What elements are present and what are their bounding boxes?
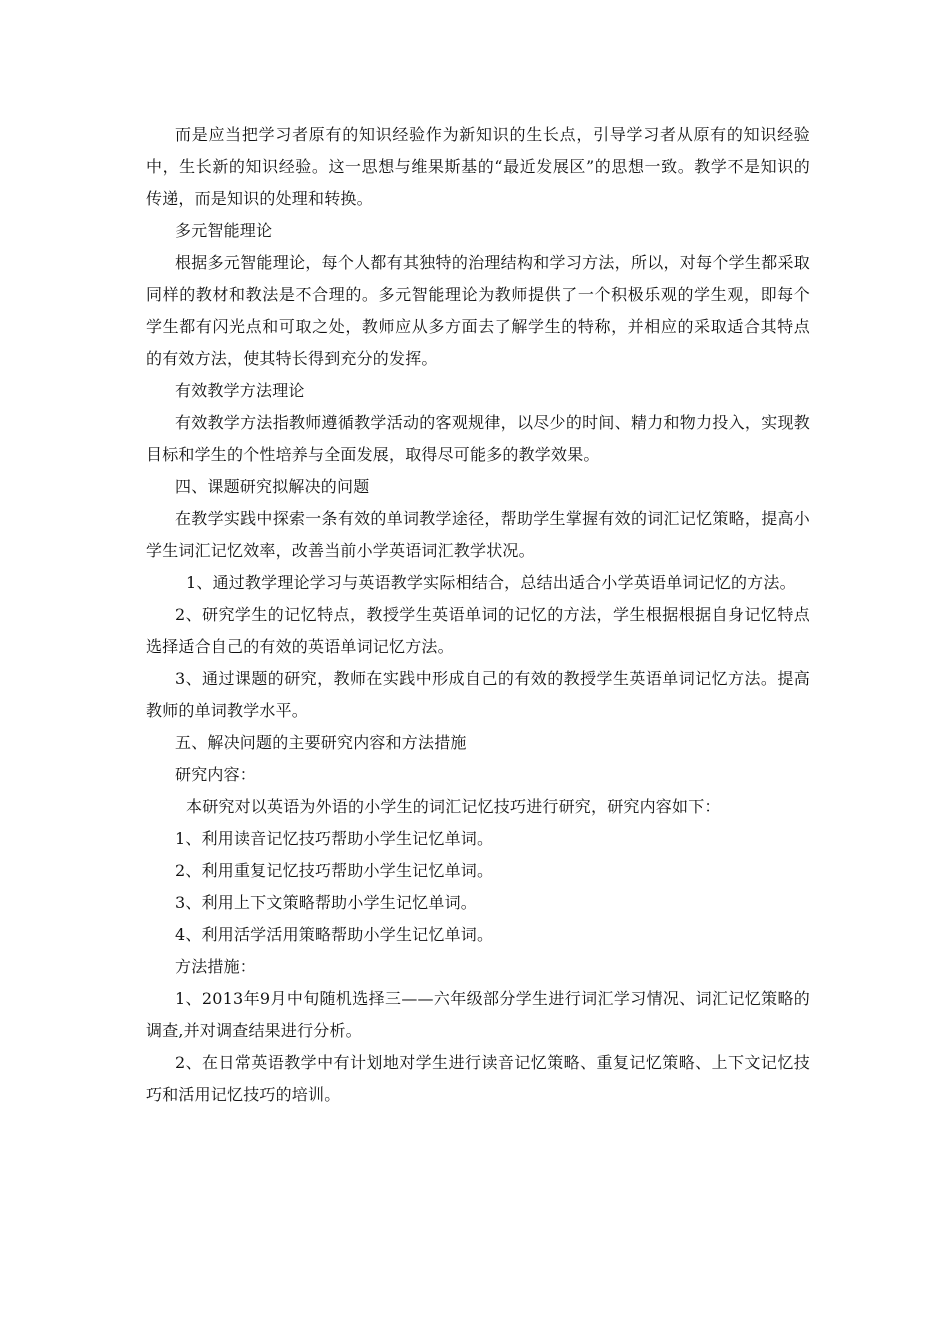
document-body	[146, 119, 810, 1111]
list-item-problem-3: 3、通过课题的研究，教师在实践中形成自己的有效的教授学生英语单词记忆方法。提高教师的单词教学水平。	[146, 669, 810, 720]
list-item-content-3: 3、利用上下文策略帮助小学生记忆单词。	[175, 893, 477, 912]
list-item-content-4: 4、利用活学活用策略帮助小学生记忆单词。	[175, 925, 494, 944]
paragraph-constructivism-continuation: 而是应当把学习者原有的知识经验作为新知识的生长点，引导学习者从原有的知识经验中，生长新的知识经验。这一思想与维果斯基的“最近发展区”的思想一致。教学不是知识的传递，而是知识的处理和转换。	[146, 125, 810, 208]
heading-section-four: 四、课题研究拟解决的问题	[175, 477, 370, 496]
paragraph-effective-teaching: 有效教学方法指教师遵循教学活动的客观规律，以尽少的时间、精力和物力投入，实现教目标和学生的个性培养与全面发展，取得尽可能多的教学效果。	[146, 413, 810, 464]
list-item-problem-1: 1、通过教学理论学习与英语教学实际相结合，总结出适合小学英语单词记忆的方法。	[186, 573, 796, 592]
heading-effective-teaching: 有效教学方法理论	[175, 381, 305, 400]
heading-multiple-intelligences: 多元智能理论	[175, 221, 273, 240]
list-item-content-2: 2、利用重复记忆技巧帮助小学生记忆单词。	[175, 861, 494, 880]
subheading-research-content: 研究内容：	[175, 765, 257, 784]
paragraph-research-problem: 在教学实践中探索一条有效的单词教学途径，帮助学生掌握有效的词汇记忆策略，提高小学生词汇记忆效率，改善当前小学英语词汇教学状况。	[146, 509, 810, 560]
list-item-method-2: 2、在日常英语教学中有计划地对学生进行读音记忆策略、重复记忆策略、上下文记忆技巧和活用记忆技巧的培训。	[146, 1053, 810, 1104]
list-item-problem-2: 2、研究学生的记忆特点，教授学生英语单词的记忆的方法，学生根据根据自身记忆特点选择适合自己的有效的英语单词记忆方法。	[146, 605, 810, 656]
paragraph-multiple-intelligences: 根据多元智能理论，每个人都有其独特的治理结构和学习方法，所以，对每个学生都采取同样的教材和教法是不合理的。多元智能理论为教师提供了一个积极乐观的学生观，即每个学生都有闪光点和可取之处，教师应从多方面去了解学生的特称，并相应的采取适合其特点的有效方法，使其特长得到充分的发挥。	[146, 253, 810, 368]
subheading-methods: 方法措施：	[175, 957, 257, 976]
heading-section-five: 五、解决问题的主要研究内容和方法措施	[175, 733, 467, 752]
list-item-method-1: 1、2013年9月中旬随机选择三——六年级部分学生进行词汇学习情况、词汇记忆策略的调查,并对调查结果进行分析。	[146, 989, 810, 1040]
paragraph-research-content-intro: 本研究对以英语为外语的小学生的词汇记忆技巧进行研究，研究内容如下：	[186, 797, 721, 816]
list-item-content-1: 1、利用读音记忆技巧帮助小学生记忆单词。	[175, 829, 494, 848]
